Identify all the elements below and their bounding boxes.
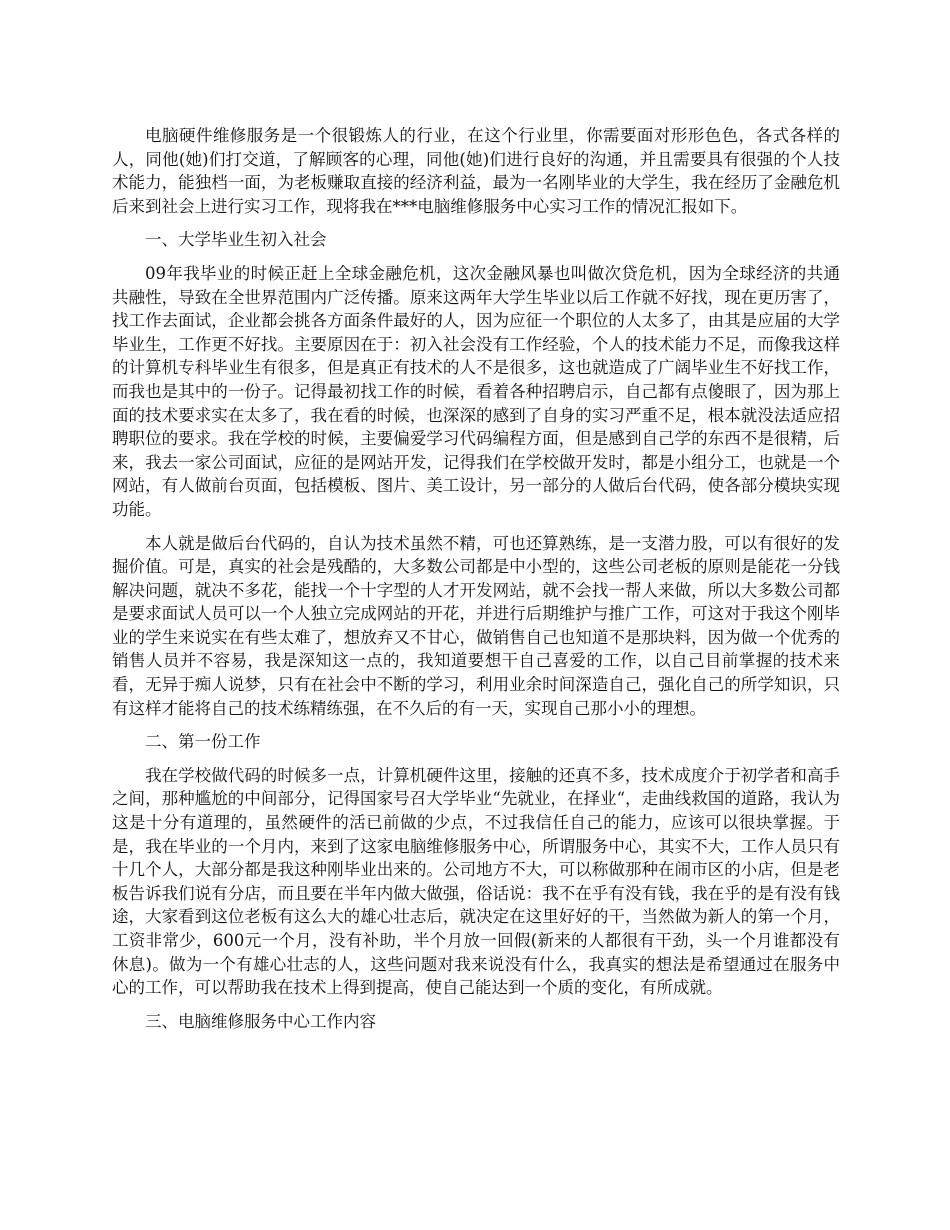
section-1-paragraph-1: 09年我毕业的时候正赶上全球金融危机，这次金融风暴也叫做次贷危机，因为全球经济的共通共融性，导致在全世界范围内广泛传播。原来这两年大学生毕业以后工作就不好找，现在更历害了，找工作去面试，企业都会挑各方面条件最好的人，因为应征一个职位的人太多了，由其是应届的大学毕业生，工作更不好找。主要原因在于：初入社会没有工作经验，个人的技术能力不足，而像我这样的计算机专科毕业生有很多，但是真正有技术的人不是很多，这也就造成了广阔毕业生不好找工作，而我也是其中的一份子。记得最初找工作的时候，看着各种招聘启示，自己都有点傻眼了，因为那上面的技术要求实在太多了，我在看的时候，也深深的感到了自身的实习严重不足，根本就没法适应招聘职位的要求。我在学校的时候，主要偏爱学习代码编程方面，但是感到自己学的东西不是很精，后来，我去一家公司面试，应征的是网站开发，记得我们在学校做开发时，都是小组分工，也就是一个网站，有人做前台页面，包括模板、图片、美工设计，另一部分的人做后台代码，使各部分模块实现功能。: [112, 263, 840, 519]
document-page: [112, 124, 840, 1043]
section-2-paragraph-1: 我在学校做代码的时候多一点，计算机硬件这里，接触的还真不多，技术成度介于初学者和高手之间，那种尴尬的中间部分，记得国家号召大学毕业“先就业，在择业“，走曲线救国的道路，我认为这是十分有道理的，虽然硬件的活已前做的少点，不过我信任自己的能力，应该可以很块掌握。于是，我在毕业的一个月内，来到了这家电脑维修服务中心，所谓服务中心，其实不大，工作人员只有十几个人，大部分都是我这种刚毕业出来的。公司地方不大，可以称做那种在闹市区的小店，但是老板告诉我们说有分店，而且要在半年内做大做强，俗话说：我不在乎有没有钱，我在乎的是有没有钱途，大家看到这位老板有这么大的雄心壮志后，就决定在这里好好的干，当然做为新人的第一个月，工资非常少，600元一个月，没有补助，半个月放一回假(新来的人都很有干劲，头一个月谁都没有休息)。做为一个有雄心壮志的人，这些问题对我来说没有什么，我真实的想法是希望通过在服务中心的工作，可以帮助我在技术上得到提高，使自己能达到一个质的变化，有所成就。: [112, 765, 840, 998]
section-heading-3: 三、电脑维修服务中心工作内容: [145, 1011, 376, 1031]
intro-paragraph: 电脑硬件维修服务是一个很锻炼人的行业，在这个行业里，你需要面对形形色色，各式各样的人，同他(她)们打交道，了解顾客的心理，同他(她)们进行良好的沟通，并且需要具有很强的个人技术能力，能独档一面，为老板赚取直接的经济利益，最为一名刚毕业的大学生，我在经历了金融危机后来到社会上进行实习工作，现将我在***电脑维修服务中心实习工作的情况汇报如下。: [112, 126, 840, 216]
section-heading-2: 二、第一份工作: [145, 732, 261, 752]
section-1-paragraph-2: 本人就是做后台代码的，自认为技术虽然不精，可也还算熟练，是一支潜力股，可以有很好的发掘价值。可是，真实的社会是残酷的，大多数公司都是中小型的，这些公司老板的原则是能花一分钱解决问题，就决不多花，能找一个十字型的人才开发网站，就不会找一帮人来做，所以大多数公司都是要求面试人员可以一个人独立完成网站的开花，并进行后期维护与推广工作，可这对于我这个刚毕业的学生来说实在有些太难了，想放弃又不甘心，做销售自己也知道不是那块料，因为做一个优秀的销售人员并不容易，我是深知这一点的，我知道要想干自己喜爱的工作，以自己目前掌握的技术来看，无异于痴人说梦，只有在社会中不断的学习，利用业余时间深造自己，强化自己的所学知识，只有这样才能将自己的技术练精练强，在不久后的有一天，实现自己那小小的理想。: [112, 533, 840, 718]
section-heading-1: 一、大学毕业生初入社会: [145, 230, 327, 250]
